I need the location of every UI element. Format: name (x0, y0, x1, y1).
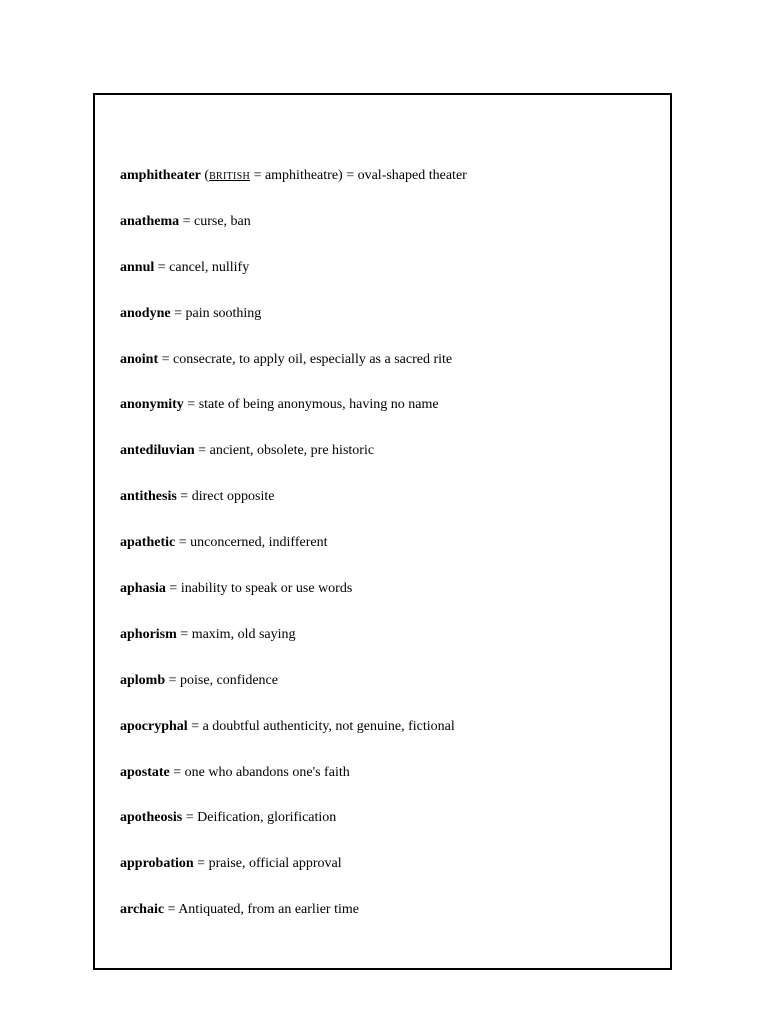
entry-term: anathema (120, 213, 180, 229)
entry-term: aplomb (120, 672, 166, 688)
list-item (120, 626, 467, 672)
entry-term: amphitheater (120, 168, 201, 183)
entry-definition: = amphitheatre) = oval-shaped theater (250, 168, 467, 183)
list-item (120, 213, 467, 259)
entry-definition: = Antiquated, from an earlier time (164, 902, 359, 918)
list-item (120, 167, 467, 213)
entry-term: antediluvian (120, 443, 195, 459)
list-item (120, 442, 467, 488)
entry-definition: = praise, official approval (193, 856, 342, 872)
entry-definition: = poise, confidence (165, 672, 278, 688)
entry-term: aphorism (120, 626, 177, 642)
entry-definition: = pain soothing (170, 305, 262, 321)
list-item (120, 259, 467, 305)
entry-variant-open: ( (200, 168, 210, 183)
list-item (120, 305, 467, 351)
entry-definition: = one who abandons one's faith (169, 764, 350, 780)
entry-definition: = maxim, old saying (176, 626, 296, 642)
variant-label: BRITISH (209, 171, 251, 182)
entry-term: antithesis (120, 489, 177, 505)
list-item (120, 396, 467, 442)
entry-term: anonymity (120, 397, 184, 413)
entry-term: apathetic (120, 535, 176, 551)
entry-definition: = unconcerned, indifferent (175, 535, 328, 551)
entry-term: anoint (120, 351, 159, 367)
entry-definition: = inability to speak or use words (165, 581, 353, 597)
entry-term: apostate (120, 764, 170, 780)
list-item (120, 488, 467, 534)
entry-definition: = Deification, glorification (182, 810, 337, 826)
list-item (120, 764, 467, 810)
list-item (120, 580, 467, 626)
entry-term: apocryphal (120, 718, 188, 734)
entry-term: annul (120, 259, 155, 275)
entry-definition: = consecrate, to apply oil, especially as a sacred rite (158, 351, 453, 367)
entry-term: anodyne (120, 305, 171, 321)
entry-definition: = a doubtful authenticity, not genuine, fictional (187, 718, 455, 734)
entry-definition: = direct opposite (176, 489, 275, 505)
document-page (93, 93, 672, 970)
list-item (120, 718, 467, 764)
list-item (120, 672, 467, 718)
list-item (120, 855, 467, 901)
entry-definition: = state of being anonymous, having no name (183, 397, 439, 413)
list-item (120, 534, 467, 580)
entry-term: archaic (120, 902, 165, 918)
entry-term: approbation (120, 856, 194, 872)
list-item (120, 809, 467, 855)
entry-term: apotheosis (120, 810, 183, 826)
list-item (120, 351, 467, 397)
list-item (120, 901, 467, 947)
entry-definition: = cancel, nullify (154, 259, 250, 275)
entry-definition: = ancient, obsolete, pre historic (194, 443, 375, 459)
entry-term: aphasia (120, 581, 166, 597)
entry-definition: = curse, ban (179, 213, 251, 229)
vocabulary-list (120, 167, 467, 947)
